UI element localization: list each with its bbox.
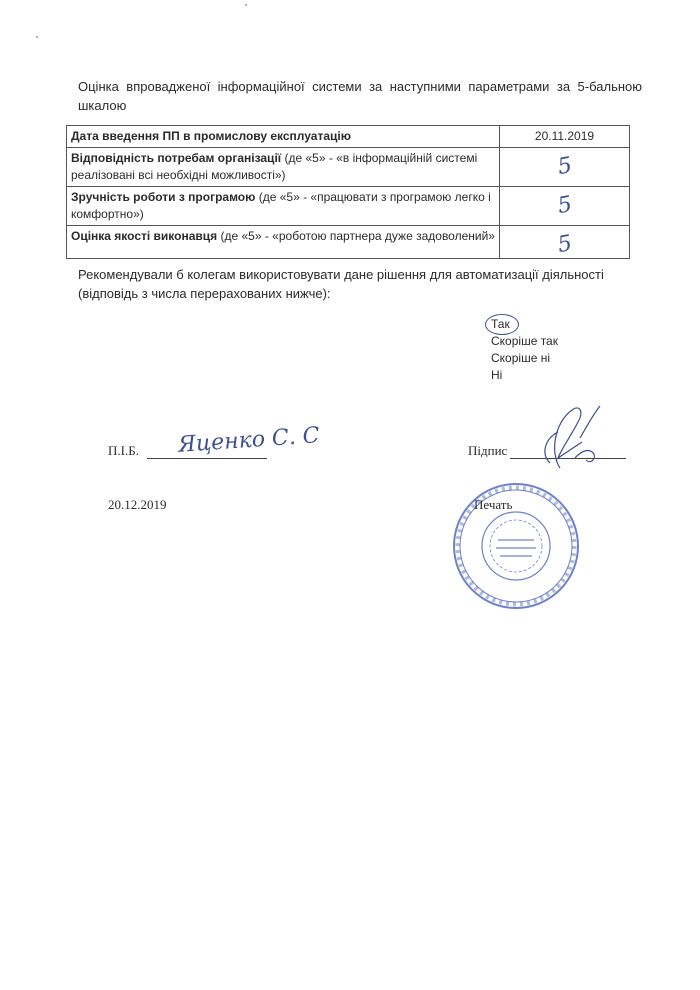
param-title: Зручність роботи з програмою <box>71 190 256 204</box>
param-title: Відповідність потребам організації <box>71 151 282 165</box>
pib-label: П.І.Б. <box>108 443 139 458</box>
option-label: Так <box>491 317 510 331</box>
handwritten-score: 5 <box>555 230 574 259</box>
table-row <box>67 148 630 187</box>
date-value: 20.11.2019 <box>500 126 630 148</box>
score-cell <box>500 187 630 226</box>
param-desc: (де «5» - «в інформаційній системі реалізовані всі необхідні можливості») <box>71 151 478 182</box>
signature-label: Підпис <box>468 443 508 458</box>
option-item: Ні <box>491 368 503 382</box>
stamp-label: Печать <box>474 497 513 512</box>
score-cell <box>500 148 630 187</box>
param-desc: (де «5» - «працювати з програмою легко і комфортно») <box>71 190 491 221</box>
table-row <box>67 226 630 259</box>
option-item <box>491 316 558 333</box>
intro-text: Оцінка впровадженої інформаційної системи за наступними параметрами за 5-бальною шкалою <box>78 79 642 113</box>
selection-circle <box>485 314 519 335</box>
handwritten-score: 5 <box>555 152 574 181</box>
param-title: Дата введення ПП в промислову експлуатацію <box>71 129 351 143</box>
table-row <box>67 187 630 226</box>
option-item: Скоріше так <box>491 334 558 348</box>
score-cell <box>500 226 630 259</box>
param-cell <box>67 187 500 226</box>
handwritten-score: 5 <box>555 191 574 220</box>
document-date: 20.12.2019 <box>108 497 167 512</box>
option-item: Скоріше ні <box>491 351 550 365</box>
param-desc: (де «5» - «роботою партнера дуже задоволений» <box>217 229 495 243</box>
param-cell <box>67 226 500 259</box>
recommendation-text: Рекомендували б колегам використовувати дане рішення для автоматизації діяльності (відповідь з числа перерахованих нижче): <box>78 267 604 301</box>
pib-underline <box>147 458 267 459</box>
handwritten-signature <box>520 398 610 483</box>
scan-speck <box>36 36 38 38</box>
scan-speck <box>245 4 247 6</box>
param-cell <box>67 126 500 148</box>
table-row <box>67 126 630 148</box>
official-stamp-seal <box>450 480 582 612</box>
param-cell <box>67 148 500 187</box>
evaluation-table <box>66 125 630 259</box>
answer-options <box>491 316 558 384</box>
pib-handwritten: Яценко С. С <box>177 423 321 458</box>
param-title: Оцінка якості виконавця <box>71 229 218 243</box>
